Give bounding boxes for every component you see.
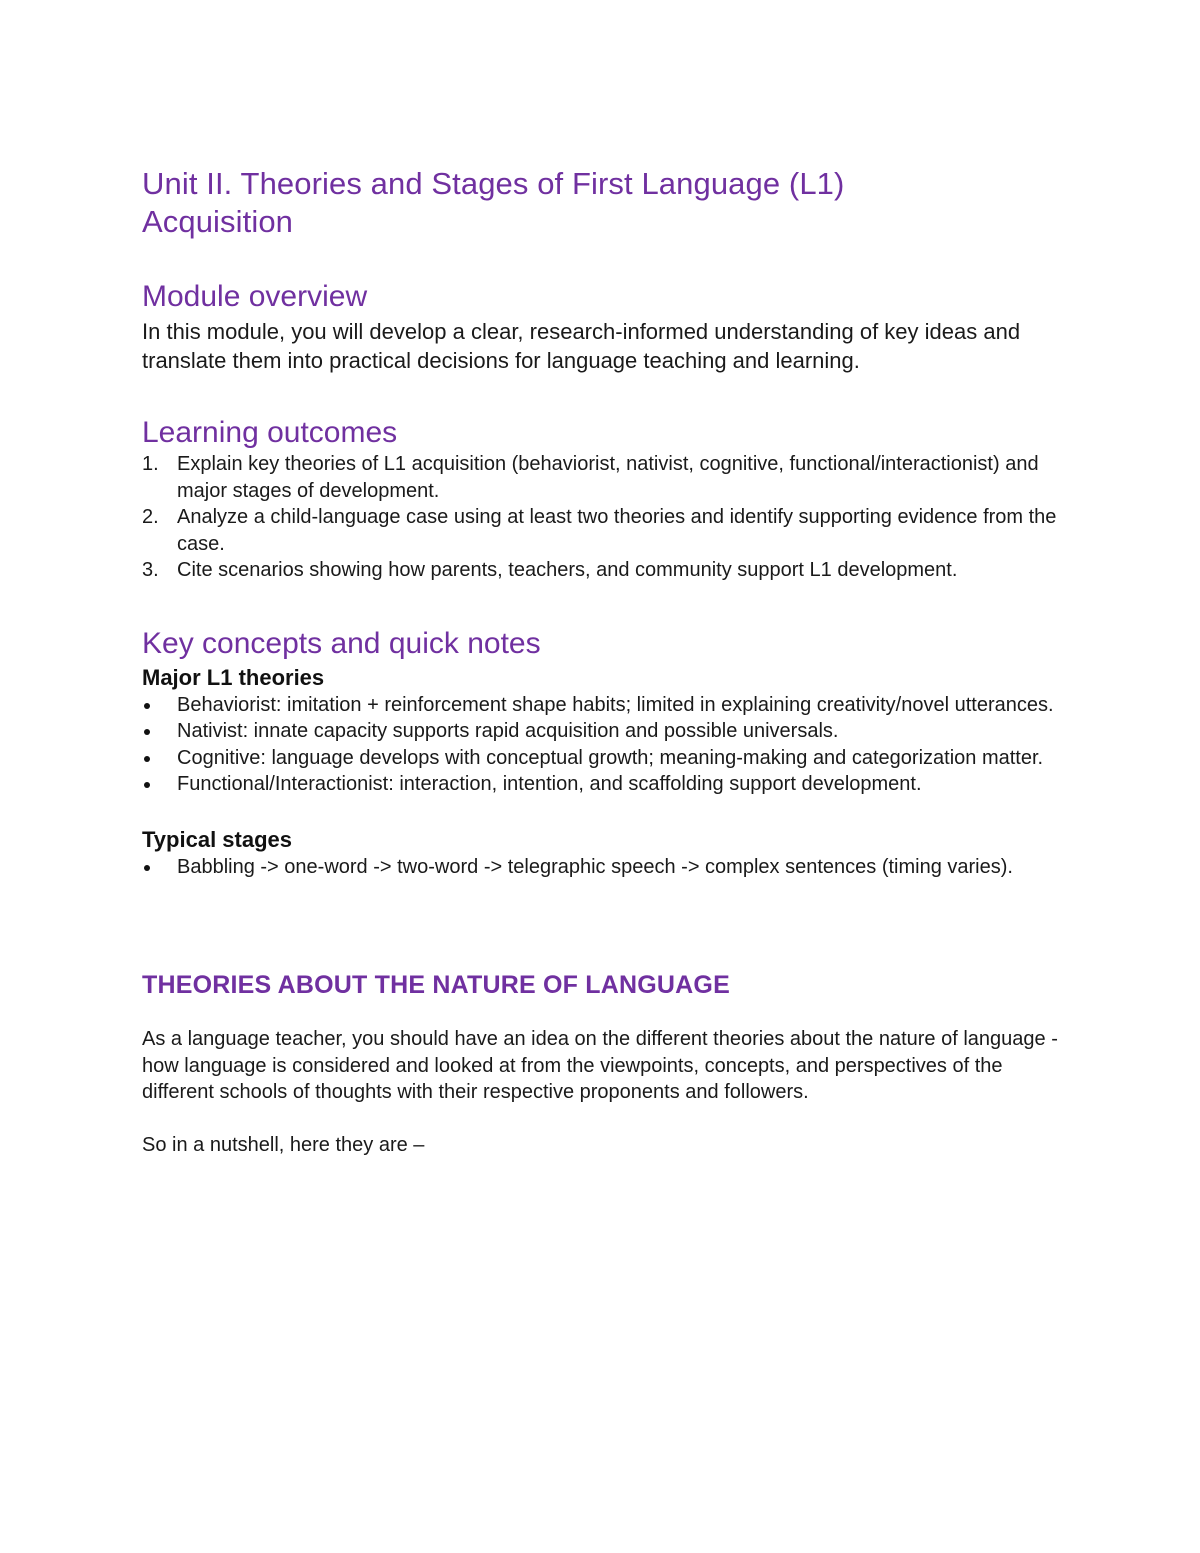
learning-outcomes-list	[142, 451, 1072, 584]
nature-paragraph: As a language teacher, you should have an idea on the different theories about the nature of language - how language is considered and looked at from the viewpoints, concepts, and perspectives of the different schools of thoughts with their respective proponents and followers.	[142, 1028, 1058, 1103]
list-item-text: Behaviorist: imitation + reinforcement shape habits; limited in explaining creativity/novel utterances.	[177, 693, 1054, 716]
bullet-icon	[144, 729, 150, 735]
closing-line: So in a nutshell, here they are –	[142, 1133, 425, 1156]
list-item	[142, 854, 1072, 881]
list-item-text: Functional/Interactionist: interaction, intention, and scaffolding support development.	[177, 773, 922, 795]
module-overview-text: In this module, you will develop a clear, research-informed understanding of key ideas and translate them into practical decisions for language teaching and learning.	[142, 319, 1021, 373]
list-number: 3.	[142, 559, 159, 581]
list-item	[142, 771, 1072, 798]
unit-title-line-1: Unit II. Theories and Stages of First Language (L1)	[142, 166, 845, 201]
list-number: 2.	[142, 506, 159, 528]
stages-list	[142, 854, 1072, 881]
document-page	[142, 165, 1072, 1158]
list-number: 1.	[142, 453, 159, 475]
key-concepts-heading: Key concepts and quick notes	[142, 626, 541, 660]
learning-outcomes-heading: Learning outcomes	[142, 416, 398, 449]
bullet-icon	[144, 703, 150, 709]
theories-list	[142, 692, 1072, 798]
bullet-icon	[144, 865, 150, 871]
list-item-text: Nativist: innate capacity supports rapid acquisition and possible universals.	[177, 720, 839, 742]
list-item-text: Analyze a child-language case using at least two theories and identify supporting evidence from the case.	[177, 506, 1057, 555]
module-overview-heading: Module overview	[142, 280, 368, 313]
list-item-text: Cite scenarios showing how parents, teachers, and community support L1 development.	[177, 559, 958, 581]
unit-title-line-2: Acquisition	[142, 204, 294, 239]
nature-of-language-heading: THEORIES ABOUT THE NATURE OF LANGUAGE	[142, 971, 730, 999]
list-item-text: Babbling -> one-word -> two-word -> telegraphic speech -> complex sentences (timing varies).	[177, 855, 1013, 878]
list-item	[142, 692, 1072, 719]
list-item-text: Explain key theories of L1 acquisition (behaviorist, nativist, cognitive, functional/interactionist) and major stages of development.	[177, 453, 1039, 502]
list-item	[142, 451, 1072, 504]
list-item	[142, 504, 1072, 557]
unit-title	[142, 165, 1072, 241]
major-theories-heading: Major L1 theories	[142, 664, 325, 690]
bullet-icon	[144, 782, 150, 788]
typical-stages-heading: Typical stages	[142, 826, 292, 852]
bullet-icon	[144, 756, 150, 762]
list-item	[142, 718, 1072, 745]
list-item	[142, 745, 1072, 772]
list-item	[142, 557, 1072, 584]
list-item-text: Cognitive: language develops with conceptual growth; meaning-making and categorization matter.	[177, 746, 1044, 769]
